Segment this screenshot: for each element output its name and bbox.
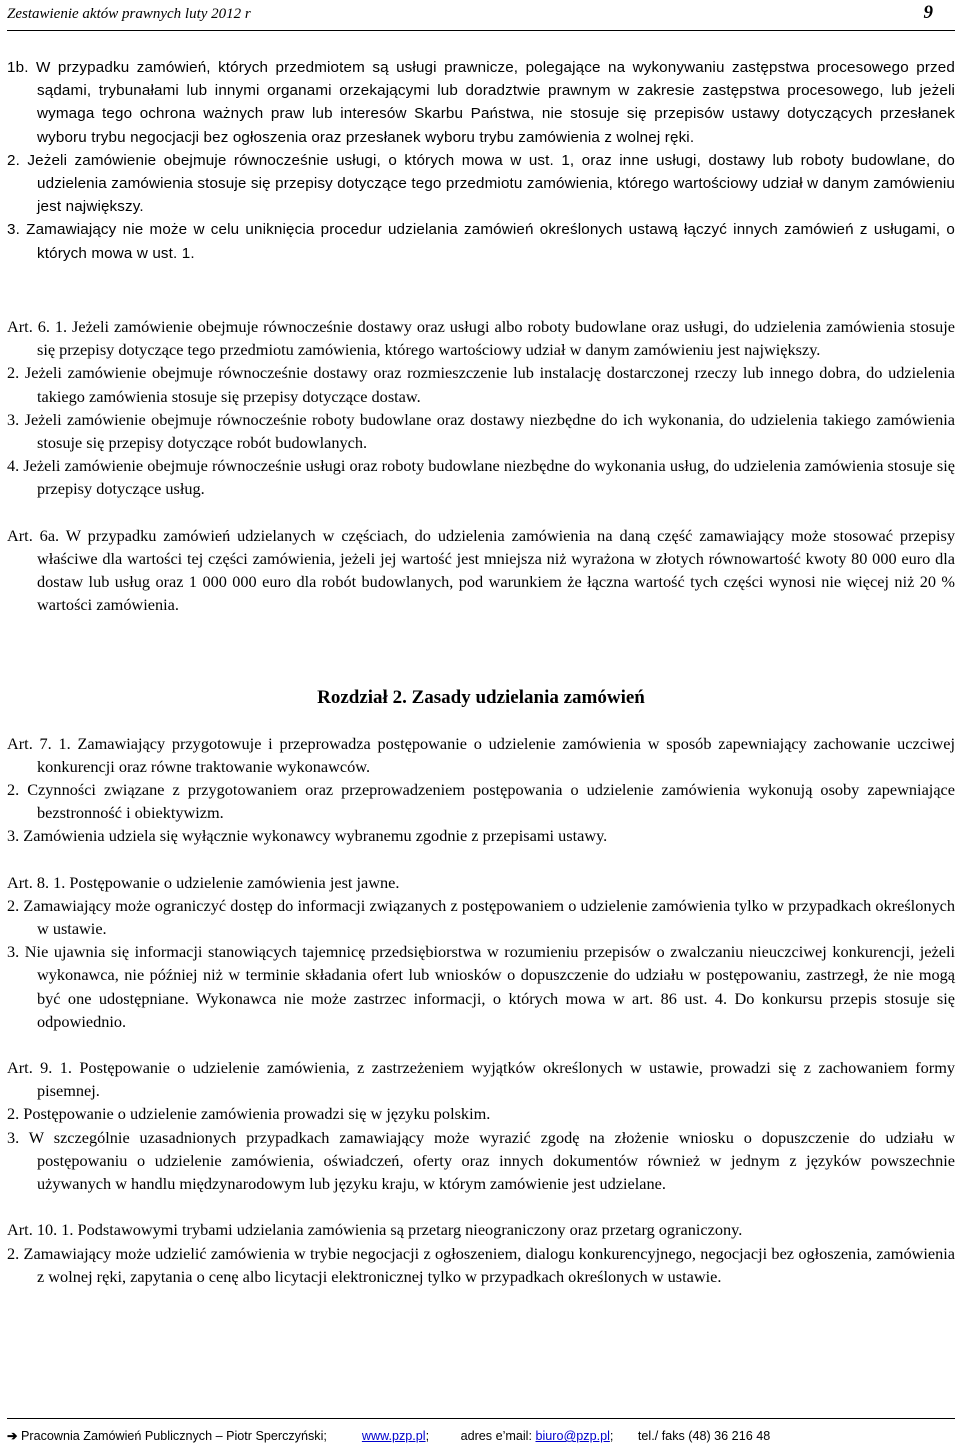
email-label: adres e’mail: [460, 1429, 532, 1443]
footer-phone: tel./ faks (48) 36 216 48 [637, 1429, 771, 1443]
paragraph: Art. 6. 1. Jeżeli zamówienie obejmuje równocześnie dostawy oraz usługi albo roboty budowlane oraz usługi, do udzielenia zamówienia stosuje się przepisy dotyczące tego przedmiotu zamówienia, którego wartościowy udział w danym zamówieniu jest największy. [7, 317, 955, 360]
page-header [7, 0, 955, 36]
footer-text [7, 1428, 770, 1443]
paragraph: 3. Jeżeli zamówienie obejmuje równocześnie roboty budowlane oraz dostawy niezbędne do ich wykonania, do udzielenia takiego zamówienia stosuje się przepisy dotyczące robót budowlanych. [7, 409, 955, 453]
footer-separator: ; [425, 1429, 430, 1443]
footer-separator: ; [609, 1429, 614, 1443]
page-number: 9 [923, 2, 933, 23]
paragraph: 2. Zamawiający może udzielić zamówienia w trybie negocjacji z ogłoszeniem, dialogu konkurencyjnego, negocjacji bez ogłoszenia, zamówienia z wolnej ręki, zapytania o cenę albo licytacji elektronicznej tylko w przypadkach określonych w ustawie. [7, 1243, 955, 1286]
spacer [7, 501, 955, 524]
paragraph: 3. Zamawiający nie może w celu uniknięcia procedur udzielania zamówień określonych ustawą łączyć innych zamówień z usługami, o których mowa w ust. 1. [7, 221, 955, 262]
spacer [7, 1033, 955, 1056]
spacer [7, 1195, 955, 1218]
paragraph: 2. Postępowanie o udzielenie zamówienia prowadzi się w języku polskim. [7, 1104, 491, 1124]
spacer [7, 848, 955, 871]
chapter-title: Rozdział 2. Zasady udzielania zamówień [317, 687, 645, 709]
email-link[interactable]: biuro@pzp.pl [535, 1429, 610, 1443]
footer-rule [7, 1418, 955, 1419]
paragraph: 2. Jeżeli zamówienie obejmuje równocześnie usługi, o których mowa w ust. 1, oraz inne usługi, dostawy lub roboty budowlane, do udzielenia zamówienia stosuje się przepisy dotyczące tego przedmiotu zamówienia, którego wartościowy udział w danym zamówieniu jest największy. [7, 151, 955, 216]
article-6-continuation [7, 56, 955, 265]
paragraph: 1b. W przypadku zamówień, których przedmiotem są usługi prawnicze, polegające na wykonywaniu zastępstwa procesowego przed sądami, trybunałami lub innymi organami orzekającymi lub doradztwie prawnym w zakresie zastępstwa procesowego, lub jeżeli wymaga tego ochrona ważnych praw lub interesów Skarbu Państwa, nie stosuje się przepisów ustawy dotyczących przesłanek wyboru trybu negocjacji bez ogłoszenia oraz przesłanek wyboru trybu zamówienia z wolnej ręki. [7, 59, 955, 146]
paragraph: Art. 7. 1. Zamawiający przygotowuje i przeprowadza postępowanie o udzielenie zamówienia w sposób zapewniający zachowanie uczciwej konkurencji oraz równe traktowanie wykonawców. [7, 733, 955, 776]
paragraph: Art. 9. 1. Postępowanie o udzielenie zamówienia, z zastrzeżeniem wyjątków określonych w ustawie, prowadzi się z zachowaniem formy pisemnej. [7, 1058, 955, 1101]
paragraph: 3. Zamówienia udziela się wyłącznie wykonawcy wybranemu zgodnie z przepisami ustawy. [7, 826, 608, 846]
page-footer [7, 1418, 955, 1448]
paragraph: 3. Nie ujawnia się informacji stanowiących tajemnicę przedsiębiorstwa w rozumieniu przepisów o zwalczaniu nieuczciwej konkurencji, jeżeli wykonawca, nie później niż w terminie składania ofert lub wniosków o dopuszczenie do udziału w postępowaniu, zastrzegł, że nie mogą być one udostępniane. Wykonawca nie może zastrzec informacji, o których mowa w art. 86 ust. 4. Do konkursu przepis stosuje się odpowiednio. [7, 942, 955, 1031]
paragraph: 2. Zamawiający może ograniczyć dostęp do informacji związanych z postępowaniem o udzielenie zamówienia tylko w przypadkach określonych w ustawie. [7, 895, 955, 939]
footer-organization: Pracownia Zamówień Publicznych – Piotr Sperczyński; [21, 1429, 327, 1443]
paragraph: 2. Jeżeli zamówienie obejmuje równocześnie dostawy oraz rozmieszczenie lub instalację dostarczonej rzeczy lub innego dobra, do udzielenia takiego zamówienia stosuje się przepisy dotyczące dostaw. [7, 363, 955, 406]
paragraph: 4. Jeżeli zamówienie obejmuje równocześnie usługi oraz roboty budowlane niezbędne do wykonania usług, do udzielenia zamówienia stosuje się przepisy dotyczące usług. [7, 456, 955, 499]
website-link[interactable]: www.pzp.pl [361, 1429, 426, 1443]
paragraph: Art. 8. 1. Postępowanie o udzielenie zamówienia jest jawne. [7, 872, 400, 892]
document-title: Zestawienie aktów prawnych luty 2012 r [7, 6, 251, 22]
paragraph: Art. 6a. W przypadku zamówień udzielanych w częściach, do udzielenia zamówienia na daną część zamawiający może stosować przepisy właściwe dla wartości tej części zamówienia, jeżeli jej wartość jest mniejsza niż wyrażona w złotych równowartość kwoty 80 000 euro dla dostaw lub usług oraz 1 000 000 euro dla robót budowlanych, pod warunkiem że łączna wartość tych części wynosi nie więcej niż 20 % wartości zamówienia. [7, 525, 955, 615]
paragraph: 2. Czynności związane z przygotowaniem oraz przeprowadzeniem postępowania o udzielenie zamówienia wykonują osoby zapewniające bezstronność i obiektywizm. [7, 780, 955, 823]
paragraph: 3. W szczególnie uzasadnionych przypadkach zamawiający może wyrazić zgodę na złożenie wniosku o dopuszczenie do udziału w postępowaniu o udzielenie zamówienia, oświadczeń, oferty oraz innych dokumentów również w jednym z języków powszechnie używanych w handlu międzynarodowym lub języku kraju, w którym zamówienie jest udzielane. [7, 1127, 955, 1194]
paragraph: Art. 10. 1. Podstawowymi trybami udzielania zamówienia są przetarg nieograniczony oraz przetarg ograniczony. [7, 1220, 743, 1240]
header-rule [7, 30, 955, 31]
spacer [7, 616, 955, 686]
arrow-right-icon: ➔ [7, 1429, 18, 1443]
document-body [7, 315, 955, 1288]
